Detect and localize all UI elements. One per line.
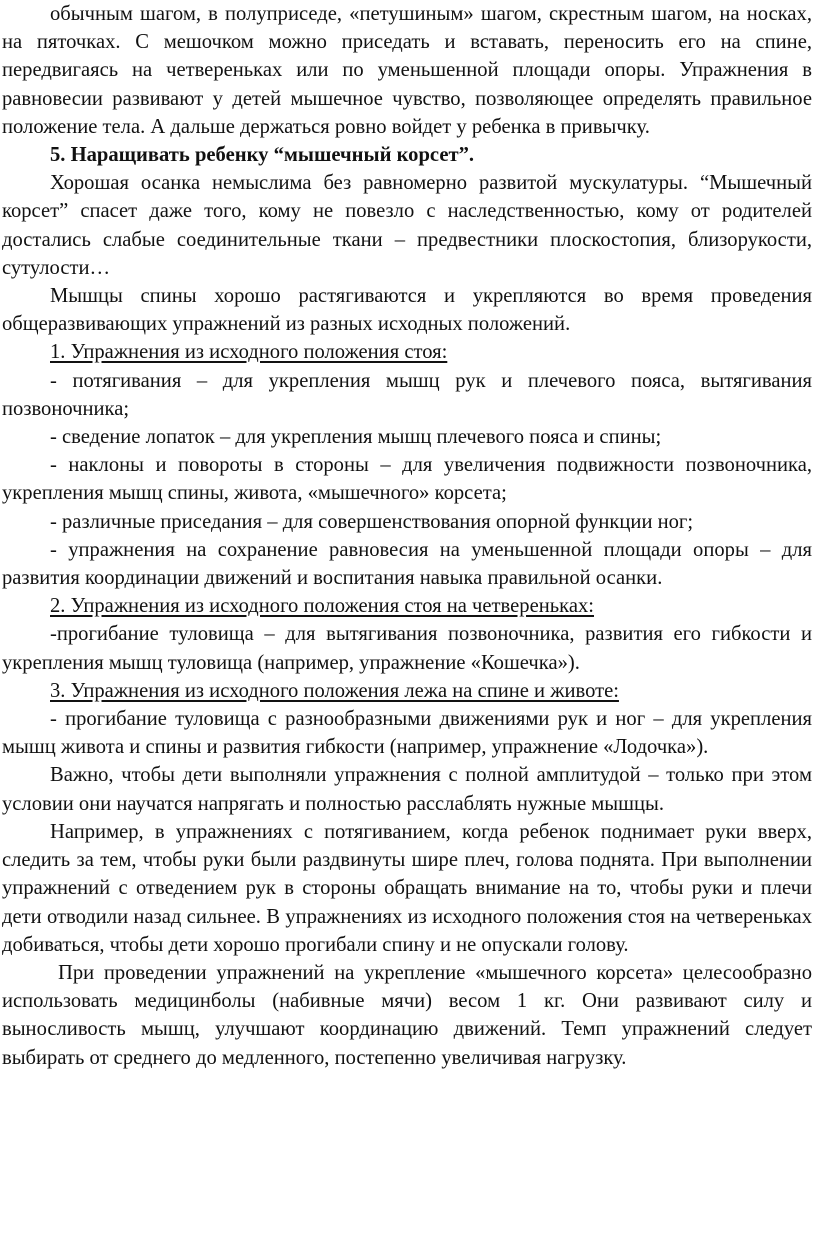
subheading-text: 2. Упражнения из исходного положения стоя на четвереньках: (50, 595, 594, 618)
paragraph: Хорошая осанка немыслима без равномерно развитой мускулатуры. “Мышечный корсет” спасет даже того, кому не повезло с наследственностью, кому от родителей достались слабые соединительные ткани – предвестники плоскостопия, близорукости, сутулости… (2, 172, 812, 279)
paragraph: Мышцы спины хорошо растягиваются и укрепляются во время проведения общеразвивающих упражнений из разных исходных положений. (2, 285, 812, 336)
paragraph: При проведении упражнений на укрепление «мышечного корсета» целесообразно использовать медицинболы (набивные мячи) весом 1 кг. Они развивают силу и выносливость мышц, улучшают координацию движений. Темп упражнений следует выбирать от среднего до медленного, постепенно увеличивая нагрузку. (2, 961, 812, 1069)
subheading-text: 1. Упражнения из исходного положения стоя: (50, 341, 448, 364)
list-item: - различные приседания – для совершенствования опорной функции ног; (50, 510, 694, 533)
list-item: - потягивания – для укрепления мышц рук и плечевого пояса, вытягивания позвоночника; (2, 369, 812, 420)
list-item: - сведение лопаток – для укрепления мышц плечевого пояса и спины; (50, 426, 662, 449)
paragraph: Например, в упражнениях с потягиванием, когда ребенок поднимает руки вверх, следить за тем, чтобы руки были раздвинуты шире плеч, голова поднята. При выполнении упражнений с отведением рук в стороны обращать внимание на то, чтобы руки и плечи дети отводили назад сильнее. В упражнениях из исходного положения стоя на четвереньках добиваться, чтобы дети хорошо прогибали спину и не опускали голову. (2, 820, 812, 956)
subheading-text: 3. Упражнения из исходного положения лежа на спине и животе: (50, 679, 619, 702)
list-item: -прогибание туловища – для вытягивания позвоночника, развития его гибкости и укрепления мышц туловища (например, упражнение «Кошечка»). (2, 623, 812, 674)
paragraph-continuation: обычным шагом, в полуприседе, «петушиным» шагом, скрестным шагом, на носках, на пяточках. С мешочком можно приседать и вставать, переносить его на спине, передвигаясь на четвереньках или по уменьшенной площади опоры. Упражнения в равновесии развивают у детей мышечное чувство, позволяющее определять правильное положение тела. А дальше держаться ровно войдет у ребенка в привычку. (2, 3, 812, 138)
section-heading: 5. Наращивать ребенку “мышечный корсет”. (50, 144, 475, 167)
list-item: - упражнения на сохранение равновесия на уменьшенной площади опоры – для развития координации движений и воспитания навыка правильной осанки. (2, 538, 812, 590)
subheading-all-fours (2, 592, 812, 620)
list-item: - прогибание туловища с разнообразными движениями рук и ног – для укрепления мышц живота и спины и развития гибкости (например, упражнение «Лодочка»). (2, 708, 812, 759)
subheading-standing (2, 338, 812, 366)
paragraph: Важно, чтобы дети выполняли упражнения с полной амплитудой – только при этом условии они научатся напрягать и полностью расслаблять нужные мышцы. (2, 764, 812, 815)
list-item: - наклоны и повороты в стороны – для увеличения подвижности позвоночника, укрепления мышц спины, живота, «мышечного» корсета; (2, 454, 812, 505)
subheading-lying (2, 677, 812, 705)
document-page (2, 0, 812, 1072)
